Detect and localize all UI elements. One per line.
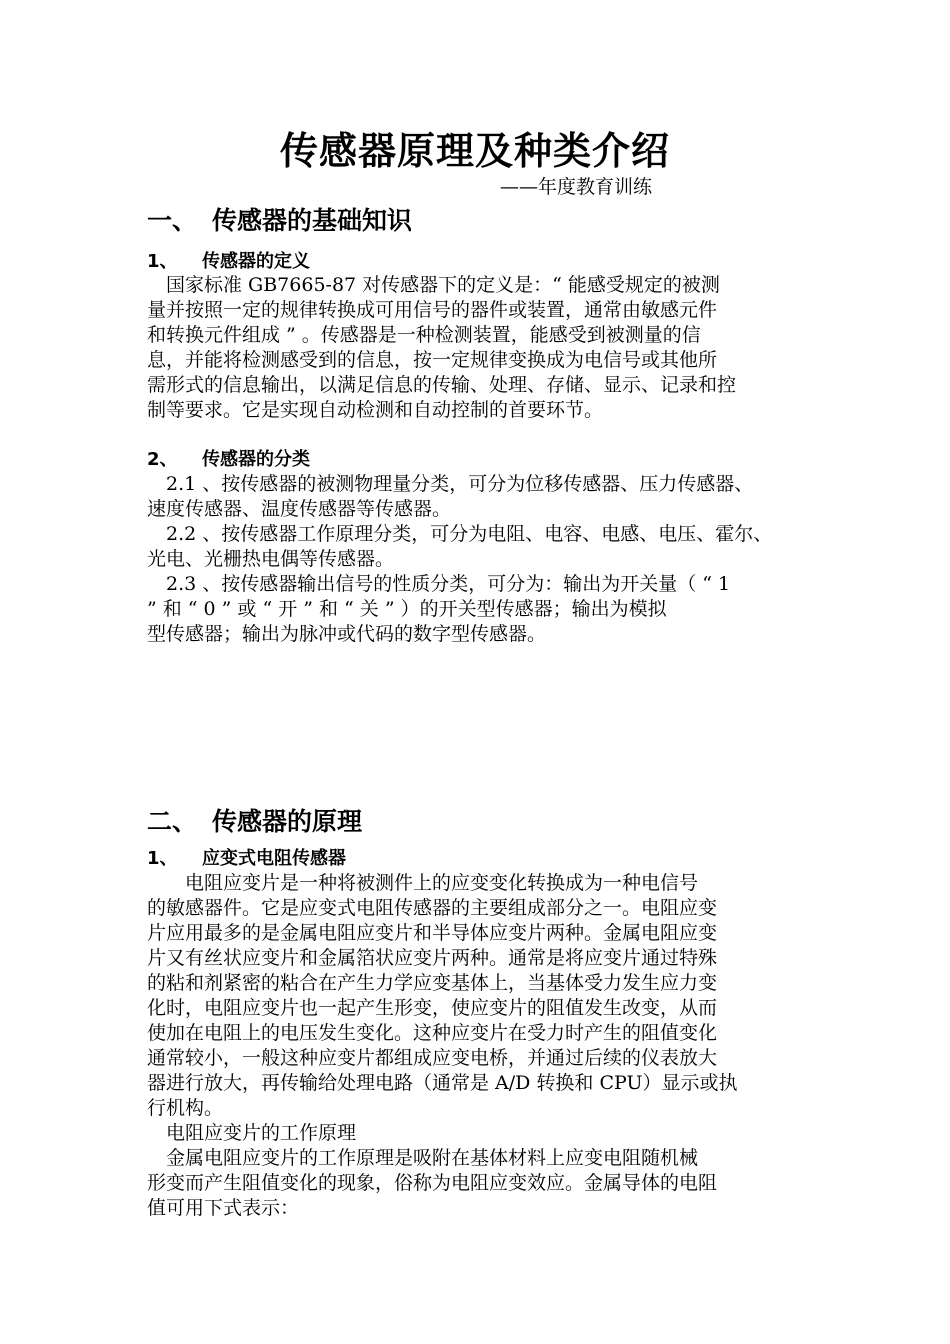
section-1-2-heading [147, 447, 310, 473]
section-1-2-number: 2、 [147, 449, 178, 470]
section-2-1-title: 应变式电阻传感器 [202, 848, 346, 869]
paragraph-line: 化时，电阻应变片也一起产生形变，使应变片的阻值发生改变，从而 [147, 997, 718, 1019]
section-2-heading [147, 805, 362, 839]
section-1-heading [147, 204, 412, 238]
paragraph-line: 量并按照一定的规律转换成可用信号的器件或装置，通常由敏感元件 [147, 299, 718, 321]
section-1-1-number: 1、 [147, 251, 178, 272]
section-2-number: 二、 [147, 807, 198, 836]
paragraph-line: 速度传感器、温度传感器等传感器。 [147, 498, 452, 520]
paragraph-line: 电阻应变片的工作原理 [147, 1122, 357, 1144]
paragraph-line: 值可用下式表示： [147, 1197, 300, 1219]
paragraph-line: 片应用最多的是金属电阻应变片和半导体应变片两种。金属电阻应变 [147, 922, 718, 944]
paragraph-line: 器进行放大，再传输给处理电路（通常是 A/D 转换和 CPU）显示或执 [147, 1072, 738, 1094]
paragraph-line: 形变而产生阻值变化的现象，俗称为电阻应变效应。金属导体的电阻 [147, 1172, 718, 1194]
paragraph-line: 息，并能将检测感受到的信息，按一定规律变换成为电信号或其他所 [147, 349, 718, 371]
paragraph-line: 金属电阻应变片的工作原理是吸附在基体材料上应变电阻随机械 [147, 1147, 699, 1169]
paragraph-line: 国家标准 GB7665-87 对传感器下的定义是：“ 能感受规定的被测 [147, 274, 720, 296]
section-1-2-paragraph [147, 472, 812, 647]
paragraph-line: 2.2 、按传感器工作原理分类，可分为电阻、电容、电感、电压、霍尔、 [147, 523, 773, 545]
section-1-title: 传感器的基础知识 [212, 206, 413, 235]
paragraph-line: 2.3 、按传感器输出信号的性质分类，可分为：输出为开关量（ “ 1 [147, 573, 731, 595]
paragraph-line: 使加在电阻上的电压发生变化。这种应变片在受力时产生的阻值变化 [147, 1022, 718, 1044]
paragraph-line: 的敏感器件。它是应变式电阻传感器的主要组成部分之一。电阻应变 [147, 897, 718, 919]
paragraph-line: 制等要求。它是实现自动检测和自动控制的首要环节。 [147, 399, 604, 421]
paragraph-line: 光电、光栅热电偶等传感器。 [147, 548, 395, 570]
section-1-2-title: 传感器的分类 [202, 449, 310, 470]
section-1-1-paragraph [147, 273, 812, 423]
paragraph-line: 和转换元件组成 ” 。传感器是一种检测装置，能感受到被测量的信 [147, 324, 701, 346]
section-1-1-heading [147, 249, 310, 275]
section-2-1-number: 1、 [147, 848, 178, 869]
section-2-1-heading [147, 846, 346, 872]
section-2-title: 传感器的原理 [212, 807, 363, 836]
section-1-1-title: 传感器的定义 [202, 251, 310, 272]
paragraph-line: 的粘和剂紧密的粘合在产生力学应变基体上，当基体受力发生应力变 [147, 972, 718, 994]
paragraph-line: 通常较小，一般这种应变片都组成应变电桥，并通过后续的仪表放大 [147, 1047, 718, 1069]
paragraph-line: 行机构。 [147, 1097, 224, 1119]
paragraph-line: 型传感器；输出为脉冲或代码的数字型传感器。 [147, 623, 547, 645]
paragraph-line: ” 和 “ 0 ” 或 “ 开 ” 和 “ 关 ” ）的开关型传感器；输出为模拟 [147, 598, 667, 620]
paragraph-line: 电阻应变片是一种将被测件上的应变变化转换成为一种电信号 [147, 872, 699, 894]
document-subtitle: ——年度教育训练 [500, 176, 653, 198]
section-1-number: 一、 [147, 206, 198, 235]
paragraph-line: 需形式的信息输出，以满足信息的传输、处理、存储、显示、记录和控 [147, 374, 737, 396]
section-2-1-paragraph [147, 871, 812, 1221]
paragraph-line: 片又有丝状应变片和金属箔状应变片两种。通常是将应变片通过特殊 [147, 947, 718, 969]
paragraph-line: 2.1 、按传感器的被测物理量分类，可分为位移传感器、压力传感器、 [147, 473, 754, 495]
document-title: 传感器原理及种类介绍 [279, 129, 670, 173]
